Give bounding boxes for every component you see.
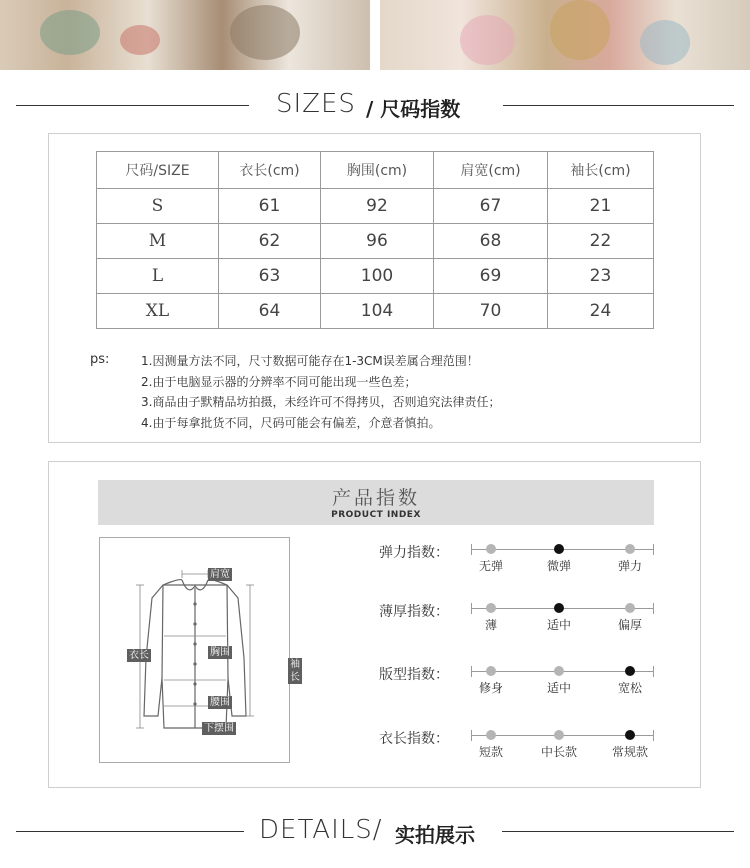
meter-option: 弹力	[617, 559, 642, 573]
size-cell: S	[97, 189, 219, 224]
meter-option: 适中	[546, 681, 571, 695]
product-photo-strip	[0, 0, 750, 70]
sleeve-cell: 24	[548, 294, 654, 329]
meter-dot	[625, 603, 635, 613]
product-index-title-zh: 产品指数	[331, 487, 420, 509]
note-item: 1.因测量方法不同，尺寸数据可能存在1-3CM误差属合理范围！	[141, 354, 479, 368]
size-table-header: 袖长(cm)	[548, 152, 654, 189]
meter-option: 短款	[478, 745, 503, 759]
meter-dot	[486, 544, 496, 554]
size-table-header-row	[97, 152, 654, 189]
table-row	[97, 294, 654, 329]
size-table-header: 肩宽(cm)	[434, 152, 548, 189]
length-cell: 63	[219, 259, 321, 294]
meter-dot-selected	[554, 603, 564, 613]
product-photo-embroidery-left	[0, 0, 370, 70]
elasticity-meter	[379, 544, 709, 580]
meter-end-tick	[653, 544, 654, 555]
meter-end-tick	[471, 603, 472, 614]
meter-end-tick	[653, 730, 654, 741]
meter-name: 版型指数：	[379, 667, 449, 683]
note-item: 3.商品由子默精品坊拍摄，未经许可不得拷贝，否则追究法律责任；	[141, 395, 501, 409]
table-row	[97, 259, 654, 294]
product-photo-embroidery-right	[380, 0, 750, 70]
heading-rule-left	[16, 105, 249, 106]
length-cell: 61	[219, 189, 321, 224]
sizes-heading	[0, 85, 750, 125]
shoulder-cell: 70	[434, 294, 548, 329]
meter-dot	[625, 544, 635, 554]
size-cell: XL	[97, 294, 219, 329]
shoulder-cell: 69	[434, 259, 548, 294]
meter-dot-selected	[625, 730, 635, 740]
heading-rule-right	[502, 831, 734, 832]
length-label: 衣长	[129, 650, 149, 661]
meter-end-tick	[471, 666, 472, 677]
length-cell: 64	[219, 294, 321, 329]
meter-end-tick	[471, 544, 472, 555]
sleeve-label: 袖长	[290, 659, 300, 683]
meter-end-tick	[653, 666, 654, 677]
meter-end-tick	[653, 603, 654, 614]
meter-option: 宽松	[617, 681, 642, 695]
meter-dot-selected	[625, 666, 635, 676]
length-cell: 62	[219, 224, 321, 259]
details-heading-en: DETAILS/	[259, 815, 383, 845]
sleeve-cell: 21	[548, 189, 654, 224]
meter-dot	[486, 603, 496, 613]
meter-option: 适中	[546, 618, 571, 632]
heading-rule-left	[16, 831, 244, 832]
meter-name: 弹力指数：	[379, 545, 449, 561]
meter-option: 微弹	[546, 559, 571, 573]
chest-label: 胸围	[210, 647, 230, 658]
note-item: 2.由于电脑显示器的分辨率不同可能出现一些色差；	[141, 374, 417, 389]
meter-name: 衣长指数：	[379, 731, 449, 747]
shoulder-cell: 68	[434, 224, 548, 259]
fit-meter	[379, 666, 709, 702]
notes-list	[141, 351, 500, 433]
product-index-title-en: PRODUCT INDEX	[331, 510, 421, 520]
meter-option: 薄	[484, 618, 497, 632]
heading-rule-right	[503, 105, 734, 106]
size-table-header: 衣长(cm)	[219, 152, 321, 189]
sizes-heading-zh: / 尺码指数	[366, 97, 461, 121]
shoulder-cell: 67	[434, 189, 548, 224]
meter-dot	[554, 666, 564, 676]
table-row	[97, 189, 654, 224]
size-table-header: 尺码/SIZE	[97, 152, 219, 189]
product-index-header	[98, 480, 654, 525]
garment-measurement-diagram	[99, 537, 300, 763]
thickness-meter	[379, 603, 709, 639]
sleeve-cell: 23	[548, 259, 654, 294]
product-index-panel	[48, 461, 701, 788]
chest-cell: 96	[321, 224, 434, 259]
shoulder-label: 肩宽	[210, 569, 230, 580]
hem-label: 下摆围	[204, 723, 234, 734]
meter-end-tick	[471, 730, 472, 741]
meter-dot	[486, 730, 496, 740]
meter-dot	[554, 730, 564, 740]
notes-label: ps:	[90, 352, 110, 367]
meter-option: 修身	[478, 681, 503, 695]
chest-cell: 92	[321, 189, 434, 224]
meter-dot-selected	[554, 544, 564, 554]
chest-cell: 104	[321, 294, 434, 329]
size-cell: M	[97, 224, 219, 259]
size-table-header: 胸围(cm)	[321, 152, 434, 189]
size-chart-panel	[48, 133, 701, 443]
chest-cell: 100	[321, 259, 434, 294]
garment-length-meter	[379, 730, 709, 766]
table-row	[97, 224, 654, 259]
meter-dot	[486, 666, 496, 676]
meter-option: 无弹	[478, 559, 503, 573]
meter-option: 偏厚	[617, 618, 642, 632]
size-cell: L	[97, 259, 219, 294]
details-heading	[0, 811, 750, 851]
meter-option: 常规款	[611, 745, 648, 759]
size-table	[96, 151, 654, 329]
details-heading-zh: 实拍展示	[395, 823, 475, 847]
waist-label: 腰围	[210, 697, 230, 708]
sleeve-cell: 22	[548, 224, 654, 259]
meter-option: 中长款	[540, 745, 577, 759]
sizes-heading-en: SIZES	[276, 89, 356, 119]
note-item: 4.由于每拿批货不同，尺码可能会有偏差，介意者慎拍。	[141, 415, 441, 430]
meter-name: 薄厚指数：	[379, 604, 449, 620]
